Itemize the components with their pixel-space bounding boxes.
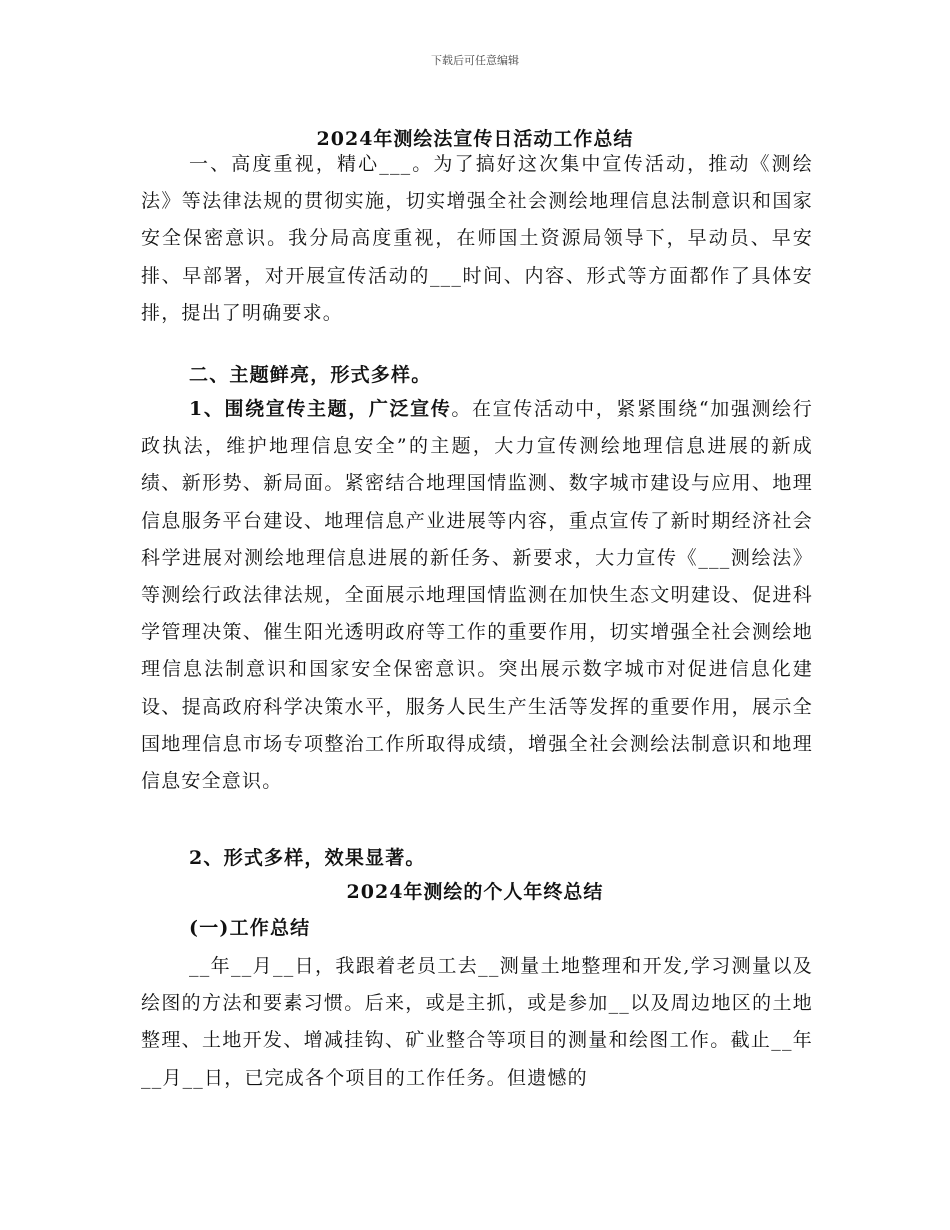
section-heading-forms: 2、形式多样，效果显著。 <box>189 847 426 869</box>
paragraph-publicity-body: 。在宣传活动中，紧紧围绕“加强测绘行政执法，维护地理信息安全”的主题，大力宣传测绘地理信息进展的新成绩、新形势、新局面。紧密结合地理国情监测、数字城市建设与应用、地理信息服务平台建设、地理信息产业进展等内容，重点宣传了新时期经济社会科学进展对测绘地理信息进展的新任务、新要求，大力宣传《___测绘法》等测绘行政法律法规，全面展示地理国情监测在加快生态文明建设、促进科学管理决策、催生阳光透明政府等工作的重要作用，切实增强全社会测绘地理信息法制意识和国家安全保密意识。突出展示数字城市对促进信息化建设、提高政府科学决策水平，服务人民生产生活等发挥的重要作用，展示全国地理信息市场专项整治工作所取得成绩，增强全社会测绘法制意识和地理信息安全意识。 <box>141 398 813 793</box>
paragraph-publicity <box>141 391 813 800</box>
page-header-note: 下载后可任意编辑 <box>431 54 519 67</box>
section-heading-work-summary: (一)工作总结 <box>189 917 311 939</box>
paragraph-lead-bold: 1、围绕宣传主题，广泛宣传 <box>189 398 452 420</box>
document-title: 2024年测绘法宣传日活动工作总结 <box>316 128 634 150</box>
section-heading-theme: 二、主题鲜亮，形式多样。 <box>189 364 432 386</box>
paragraph-work-summary: __年__月__日，我跟着老员工去__测量土地整理和开发,学习测量以及绘图的方法和要素习惯。后来，或是主抓，或是参加__以及周边地区的土地整理、土地开发、增减挂钩、矿业整合等项目的测量和绘图工作。截止__年__月__日，已完成各个项目的工作任务。但遗憾的 <box>141 955 813 1089</box>
paragraph-importance: 一、高度重视，精心___。为了搞好这次集中宣传活动，推动《测绘法》等法律法规的贯彻实施，切实增强全社会测绘地理信息法制意识和国家安全保密意识。我分局高度重视，在师国土资源局领导下，早动员、早安排、早部署，对开展宣传活动的___时间、内容、形式等方面都作了具体安排，提出了明确要求。 <box>141 153 813 324</box>
second-document-title: 2024年测绘的个人年终总结 <box>346 881 604 903</box>
